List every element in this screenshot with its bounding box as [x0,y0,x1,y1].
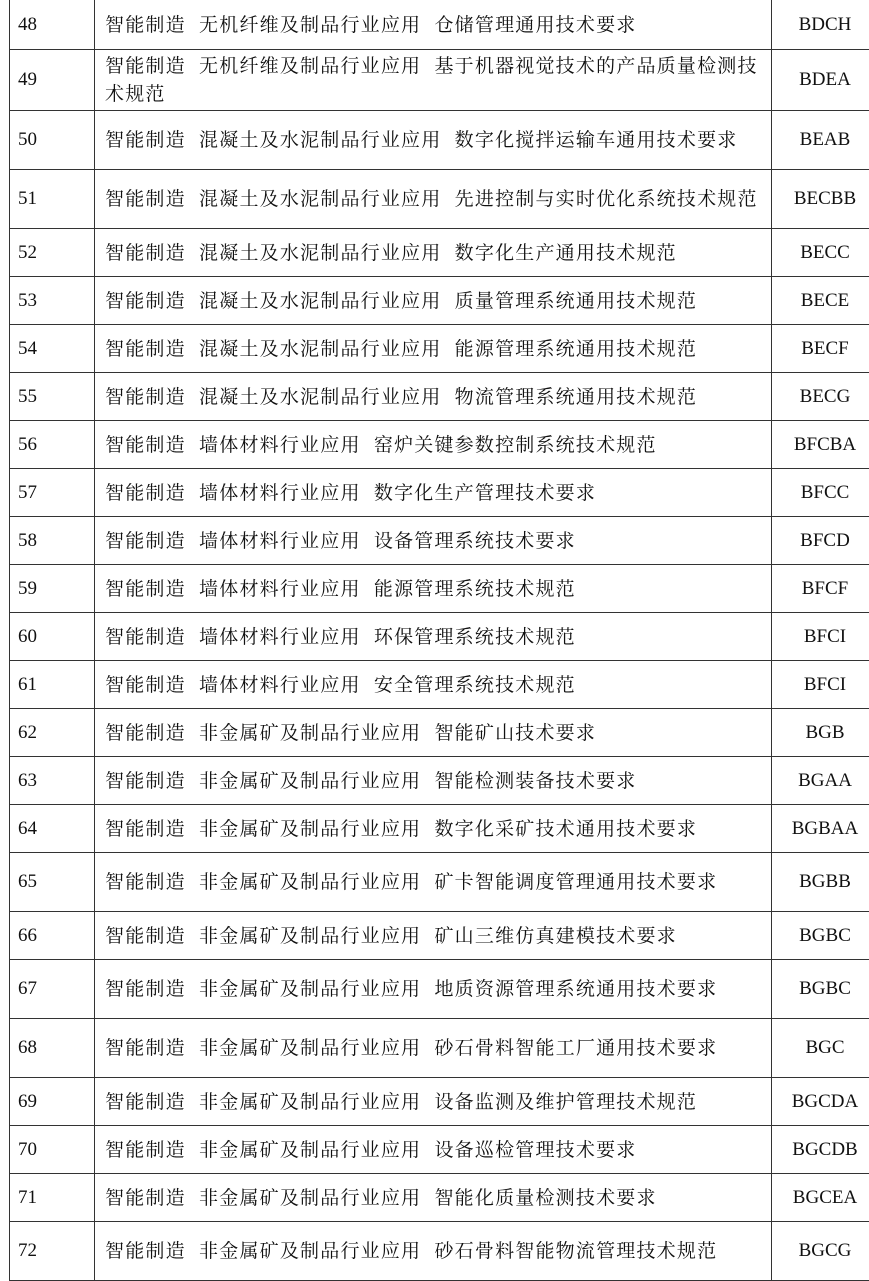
row-number: 68 [10,1019,95,1078]
standard-code: BFCI [772,613,869,661]
row-number: 48 [10,0,95,50]
table-row [10,170,869,229]
table-row [10,229,869,277]
standard-name: 智能制造 墙体材料行业应用 能源管理系统技术规范 [95,565,772,613]
standard-name: 智能制造 非金属矿及制品行业应用 智能矿山技术要求 [95,709,772,757]
standard-code: BGCDA [772,1078,869,1126]
row-number: 72 [10,1222,95,1281]
standard-name: 智能制造 非金属矿及制品行业应用 数字化采矿技术通用技术要求 [95,805,772,853]
table-row [10,1174,869,1222]
standard-code: BFCI [772,661,869,709]
table-row [10,757,869,805]
standard-code: BGBC [772,912,869,960]
table-row [10,661,869,709]
standard-code: BFCBA [772,421,869,469]
standard-code: BECE [772,277,869,325]
row-number: 56 [10,421,95,469]
row-number: 61 [10,661,95,709]
table-row [10,565,869,613]
row-number: 49 [10,50,95,111]
table-row [10,421,869,469]
standard-code: BFCD [772,517,869,565]
table-row [10,373,869,421]
standard-code: BECC [772,229,869,277]
standard-code: BGBAA [772,805,869,853]
row-number: 70 [10,1126,95,1174]
standard-name: 智能制造 混凝土及水泥制品行业应用 先进控制与实时优化系统技术规范 [95,170,772,229]
standard-name: 智能制造 墙体材料行业应用 数字化生产管理技术要求 [95,469,772,517]
standard-code: BDEA [772,50,869,111]
table-row [10,912,869,960]
standard-code: BEAB [772,111,869,170]
table-row [10,853,869,912]
table-row [10,277,869,325]
table-row [10,613,869,661]
row-number: 58 [10,517,95,565]
row-number: 54 [10,325,95,373]
row-number: 69 [10,1078,95,1126]
row-number: 52 [10,229,95,277]
row-number: 53 [10,277,95,325]
row-number: 67 [10,960,95,1019]
standard-code: BECBB [772,170,869,229]
row-number: 55 [10,373,95,421]
standard-code: BFCF [772,565,869,613]
standard-name: 智能制造 非金属矿及制品行业应用 砂石骨料智能物流管理技术规范 [95,1222,772,1281]
standard-name: 智能制造 非金属矿及制品行业应用 地质资源管理系统通用技术要求 [95,960,772,1019]
standard-name: 智能制造 混凝土及水泥制品行业应用 能源管理系统通用技术规范 [95,325,772,373]
table-row [10,1019,869,1078]
row-number: 63 [10,757,95,805]
standard-name: 智能制造 混凝土及水泥制品行业应用 数字化生产通用技术规范 [95,229,772,277]
row-number: 57 [10,469,95,517]
standard-name: 智能制造 非金属矿及制品行业应用 智能检测装备技术要求 [95,757,772,805]
row-number: 71 [10,1174,95,1222]
standard-code: BGBC [772,960,869,1019]
standard-name: 智能制造 非金属矿及制品行业应用 智能化质量检测技术要求 [95,1174,772,1222]
standard-code: BDCH [772,0,869,50]
table-row [10,325,869,373]
standard-name: 智能制造 混凝土及水泥制品行业应用 数字化搅拌运输车通用技术要求 [95,111,772,170]
table-row [10,960,869,1019]
standard-name: 智能制造 非金属矿及制品行业应用 矿卡智能调度管理通用技术要求 [95,853,772,912]
row-number: 64 [10,805,95,853]
standard-code: BGBB [772,853,869,912]
table-row [10,50,869,111]
standard-code: BGAA [772,757,869,805]
standard-name: 智能制造 无机纤维及制品行业应用 基于机器视觉技术的产品质量检测技术规范 [95,50,772,111]
table-row [10,111,869,170]
row-number: 50 [10,111,95,170]
table-row [10,1126,869,1174]
table-row [10,805,869,853]
table-row [10,1222,869,1281]
row-number: 60 [10,613,95,661]
standard-name: 智能制造 混凝土及水泥制品行业应用 质量管理系统通用技术规范 [95,277,772,325]
standard-code: BGCG [772,1222,869,1281]
standard-name: 智能制造 非金属矿及制品行业应用 设备巡检管理技术要求 [95,1126,772,1174]
standard-code: BGC [772,1019,869,1078]
standards-table [9,0,869,1281]
row-number: 66 [10,912,95,960]
standard-name: 智能制造 墙体材料行业应用 安全管理系统技术规范 [95,661,772,709]
table-body [10,0,869,1281]
standard-name: 智能制造 墙体材料行业应用 窑炉关键参数控制系统技术规范 [95,421,772,469]
row-number: 51 [10,170,95,229]
standard-name: 智能制造 混凝土及水泥制品行业应用 物流管理系统通用技术规范 [95,373,772,421]
standard-name: 智能制造 墙体材料行业应用 设备管理系统技术要求 [95,517,772,565]
standard-code: BFCC [772,469,869,517]
row-number: 59 [10,565,95,613]
table-row [10,709,869,757]
standard-code: BECF [772,325,869,373]
standard-name: 智能制造 非金属矿及制品行业应用 设备监测及维护管理技术规范 [95,1078,772,1126]
standard-name: 智能制造 墙体材料行业应用 环保管理系统技术规范 [95,613,772,661]
standard-name: 智能制造 非金属矿及制品行业应用 矿山三维仿真建模技术要求 [95,912,772,960]
table-row [10,1078,869,1126]
table-row [10,469,869,517]
standard-name: 智能制造 无机纤维及制品行业应用 仓储管理通用技术要求 [95,0,772,50]
row-number: 62 [10,709,95,757]
table-row [10,517,869,565]
standard-code: BECG [772,373,869,421]
standard-code: BGCDB [772,1126,869,1174]
row-number: 65 [10,853,95,912]
standard-code: BGB [772,709,869,757]
standard-name: 智能制造 非金属矿及制品行业应用 砂石骨料智能工厂通用技术要求 [95,1019,772,1078]
standard-code: BGCEA [772,1174,869,1222]
table-row [10,0,869,50]
